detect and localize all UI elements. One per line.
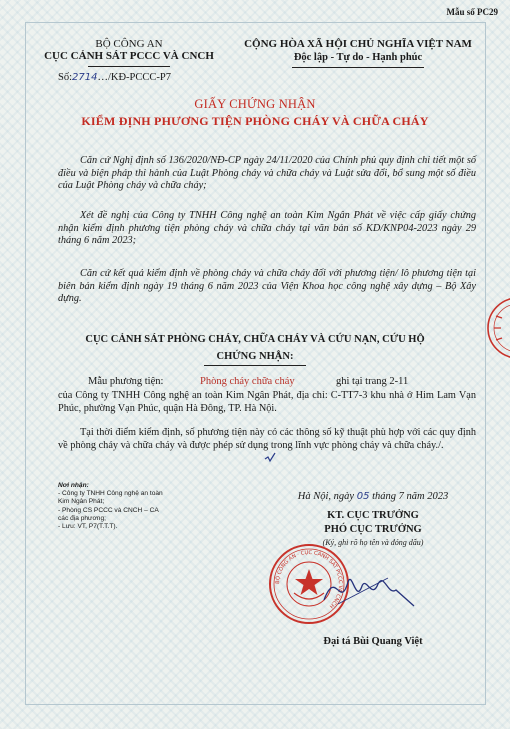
certificate-title: GIẤY CHỨNG NHẬN [194,97,316,111]
certificate-subtitle: KIỂM ĐỊNH PHƯƠNG TIỆN PHÒNG CHÁY VÀ CHỮA CHÁY [81,114,429,128]
inspection-result-paragraph: Căn cứ kết quả kiểm định về phòng cháy và chữa cháy đối với phương tiện/ lô phương tiện tại biên bản kiểm định ngày 19 tháng 6 năm 2023 của Viện Khoa học công nghệ xây dựng – Bộ Xây dựng. [58,268,476,305]
issuing-authority [30,38,228,63]
signer-position: PHÓ CỤC TRƯỞNG [324,524,422,535]
seal-lettering: BỘ CÔNG AN · CỤC CẢNH SÁT PCCC VÀ CNCH [274,549,344,609]
signature-scribble-icon [318,560,418,620]
date-suffix: tháng 7 năm 2023 [372,491,449,502]
issue-date [258,491,488,502]
conclusion-text: Tại thời điểm kiểm định, số phương tiện này có các thông số kỹ thuật phù hợp với các quy định về phòng cháy và chữa cháy và được phép sử dụng trong lĩnh vực phòng cháy và chữa cháy./. [58,427,476,451]
legal-basis-paragraph: Căn cứ Nghị định số 136/2020/NĐ-CP ngày 24/11/2020 của Chính phủ quy định chi tiết một số điều và biện pháp thi hành của Luật Phòng cháy và chữa cháy và Luật sửa đổi, bổ sung một số điều của Luật Phòng cháy và chữa cháy; [58,155,476,192]
form-number: Mẫu số PC29 [446,7,498,17]
national-header [226,38,490,65]
date-prefix: Hà Nội, ngày [297,491,355,502]
edge-seal-fragment-icon [482,288,510,368]
model-label: Mẫu phương tiện: [88,376,164,387]
republic-name: CỘNG HÒA XÃ HỘI CHỦ NGHĨA VIỆT NAM [244,38,472,50]
model-value: Phòng cháy chữa cháy [200,376,295,387]
handwritten-mark-icon [264,452,276,464]
department-name: CỤC CẢNH SÁT PCCC VÀ CNCH [44,50,214,62]
signature-instruction: (Ký, ghi rõ họ tên và đóng dấu) [322,538,424,547]
recipient-item: Kim Ngân Phát; [58,498,105,506]
document-number [58,72,171,83]
recipients-title: Nơi nhận: [58,482,89,489]
recipients-block [58,482,163,531]
certifies-rule [204,365,306,366]
recipient-item: - Công ty TNHH Công nghệ an toàn [58,490,163,498]
left-header-rule [88,66,170,67]
model-registered: ghi tại trang 2-11 [336,376,409,387]
national-motto: Độc lập - Tự do - Hạnh phúc [293,52,423,63]
doc-number-handwritten: 2714 [72,72,98,83]
doc-number-prefix: Số: [58,72,73,83]
date-day-handwritten: 05 [356,491,370,502]
request-paragraph: Xét đề nghị của Công ty TNHH Công nghệ an toàn Kim Ngân Phát về việc cấp giấy chứng nhận kiểm định phương tiện phòng cháy và chữa cháy tại văn bản số KD/KNP04-2023 ngày 29 tháng 6 năm 2023; [58,210,476,247]
company-address-text: của Công ty TNHH Công nghệ an toàn Kim Ngân Phát, địa chỉ: C-TT7-3 khu nhà ở Him Lam Vạn Phúc, phường Vạn Phúc, quận Hà Đông, TP. Hà Nội. [58,390,476,414]
recipient-item: - Lưu: VT, P7(T.T.T). [58,523,118,531]
doc-number-suffix: …/KĐ-PCCC-P7 [97,72,171,83]
ministry-name: BỘ CÔNG AN [95,38,163,50]
right-header-rule [292,67,424,68]
certifies-heading: CHỨNG NHẬN: [216,351,294,362]
signer-name: Đại tá Bùi Quang Việt [323,636,423,647]
equipment-model-line [88,376,409,387]
recipient-item: - Phòng CS PCCC và CNCH – CA [58,506,159,514]
agency-name: CỤC CẢNH SÁT PHÒNG CHÁY, CHỮA CHÁY VÀ CỨU NẠN, CỨU HỘ [85,334,425,345]
signer-authority: KT. CỤC TRƯỞNG [327,510,419,521]
recipient-item: các địa phương; [58,514,106,522]
